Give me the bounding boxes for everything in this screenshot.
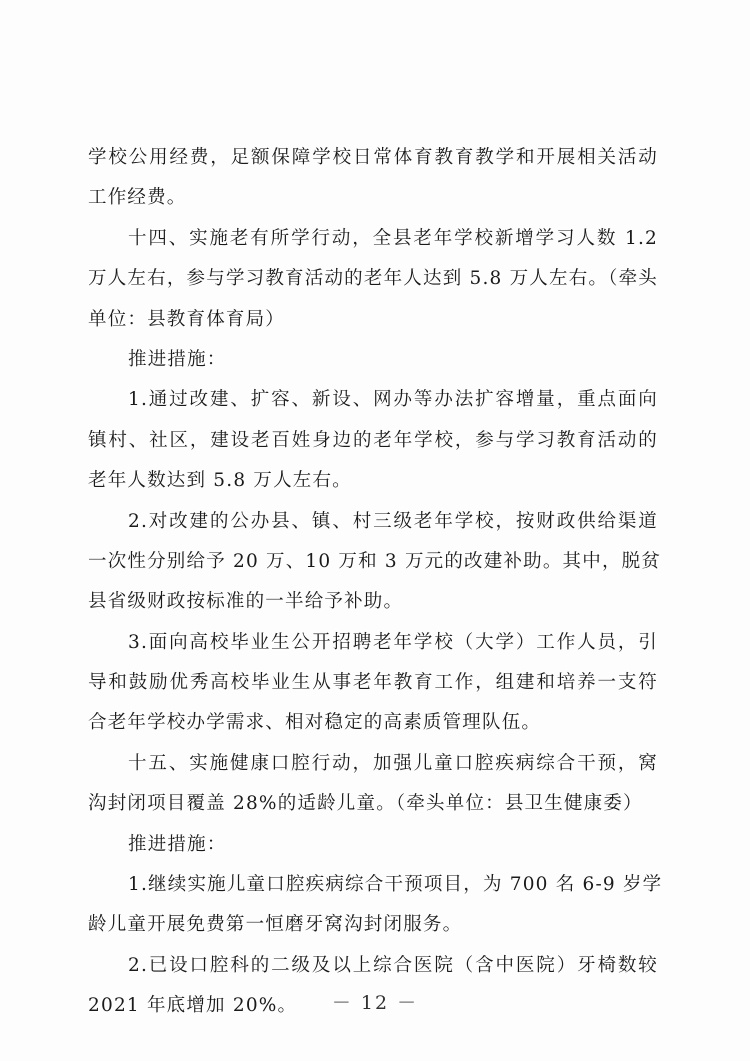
text-line: 2.对改建的公办县、镇、村三级老年学校，按财政供给渠道 (128, 510, 658, 532)
text-line: 万人左右，参与学习教育活动的老年人达到 5.8 万人左右。（牵头 (88, 268, 658, 290)
text-line: 县省级财政按标准的一半给予补助。 (88, 591, 404, 613)
text-line: 十五、实施健康口腔行动，加强儿童口腔疾病综合干预，窝 (128, 752, 658, 774)
text-line: 推进措施： (128, 348, 227, 370)
text-line: 导和鼓励优秀高校毕业生从事老年教育工作，组建和培养一支符 (88, 672, 658, 694)
text-line: 龄儿童开展免费第一恒磨牙窝沟封闭服务。 (88, 914, 463, 936)
text-line: 工作经费。 (88, 187, 187, 209)
text-line: 沟封闭项目覆盖 28%的适龄儿童。（牵头单位：县卫生健康委） (88, 793, 643, 815)
text-line: 老年人数达到 5.8 万人左右。 (88, 470, 352, 492)
text-line: 十四、实施老有所学行动，全县老年学校新增学习人数 1.2 (128, 227, 658, 249)
text-line: 2021 年底增加 20%。 (88, 995, 298, 1017)
text-line: 3.面向高校毕业生公开招聘老年学校（大学）工作人员，引 (128, 631, 658, 653)
text-line: 1.通过改建、扩容、新设、网办等办法扩容增量，重点面向 (128, 389, 658, 411)
text-line: 学校公用经费，足额保障学校日常体育教育教学和开展相关活动 (88, 147, 658, 168)
body-text (88, 138, 663, 1027)
text-line: 推进措施： (128, 833, 227, 855)
text-line: 镇村、社区，建设老百姓身边的老年学校，参与学习教育活动的 (88, 429, 658, 451)
text-line: 合老年学校办学需求、相对稳定的高素质管理队伍。 (88, 712, 542, 734)
text-line: 一次性分别给予 20 万、10 万和 3 万元的改建补助。其中，脱贫 (88, 550, 662, 572)
text-line: 2.已设口腔科的二级及以上综合医院（含中医院）牙椅数较 (128, 954, 658, 976)
page-number: － 12 － (331, 992, 419, 1014)
text-line: 单位：县教育体育局） (88, 308, 286, 330)
text-line: 1.继续实施儿童口腔疾病综合干预项目，为 700 名 6-9 岁学 (128, 874, 663, 896)
